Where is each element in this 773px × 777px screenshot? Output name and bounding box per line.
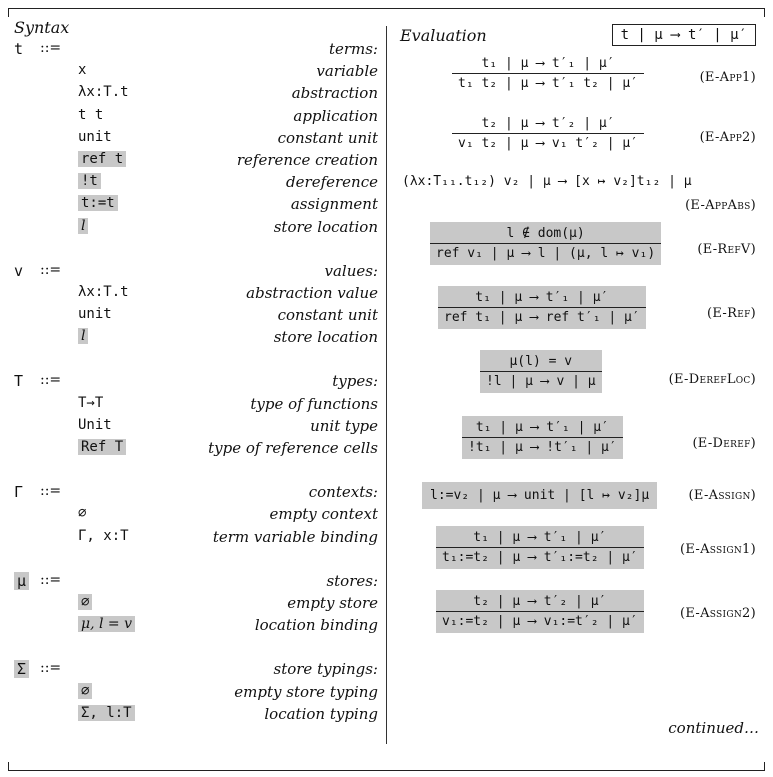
judgement-form-box: t | μ ⟶ t′ | μ′ (612, 24, 756, 46)
description: type of functions (250, 394, 378, 413)
conclusion: v₁:=t₂ | μ ⟶ v₁:=t′₂ | μ′ (436, 611, 644, 629)
grammar-row (14, 84, 378, 106)
grammar-row (14, 195, 378, 217)
defines: ::= (40, 261, 62, 278)
conclusion: v₁ t₂ | μ ⟶ v₁ t′₂ | μ′ (452, 133, 644, 151)
description: abstraction value (246, 283, 378, 302)
nonterminal-highlighted: μ (14, 572, 29, 590)
rule-name: (E-Assign1) (679, 542, 756, 557)
inference-rule-highlighted (430, 222, 661, 265)
continued-note: continued… (668, 719, 759, 737)
premise: t₁ | μ ⟶ t′₁ | μ′ (475, 420, 609, 435)
form: Γ, x:T (78, 527, 129, 544)
form-highlighted: Σ, l:T (78, 705, 135, 721)
conclusion: !l | μ ⟶ v | μ (480, 371, 602, 389)
grammar-row (14, 284, 378, 306)
conclusion: ref t₁ | μ ⟶ ref t′₁ | μ′ (438, 307, 646, 325)
grammar-row (14, 129, 378, 151)
rule-name: (E-Assign) (688, 488, 756, 503)
description: abstraction (291, 84, 378, 103)
rule-name: (E-AppAbs) (685, 198, 756, 213)
grammar-row (14, 107, 378, 129)
premise: t₂ | μ ⟶ t′₂ | μ′ (481, 116, 615, 131)
defines: ::= (40, 571, 62, 588)
description: assignment (290, 195, 378, 214)
description: dereference (286, 173, 378, 192)
inference-rule-highlighted (480, 350, 602, 393)
rule-name: (E-Ref) (707, 306, 756, 321)
description: unit type (310, 416, 378, 435)
grammar-header-stores (14, 572, 378, 594)
form-highlighted: ∅ (78, 683, 92, 699)
description: empty context (269, 505, 378, 524)
inference-rule-highlighted (462, 416, 623, 459)
form: t t (78, 106, 104, 123)
form: λx:T.t (78, 283, 129, 300)
rule-name: (E-RefV) (697, 242, 756, 257)
grammar-row (14, 306, 378, 328)
inference-rule (452, 56, 644, 91)
form-highlighted: t:=t (78, 195, 118, 211)
nonterminal: Γ (14, 483, 24, 502)
category-label: terms: (328, 40, 378, 58)
conclusion: !t₁ | μ ⟶ !t′₁ | μ′ (462, 437, 623, 455)
description: reference creation (236, 150, 378, 169)
grammar-header-values (14, 262, 378, 284)
form: unit (78, 306, 112, 323)
grammar-header-terms (14, 40, 378, 62)
syntax-heading: Syntax (14, 18, 70, 37)
category-label: types: (332, 372, 378, 391)
description: location binding (254, 616, 378, 635)
grammar-row (14, 528, 378, 550)
category-label: stores: (326, 571, 378, 590)
rule-name: (E-Assign2) (679, 606, 756, 621)
rule-name: (E-DerefLoc) (668, 372, 756, 387)
premise: l ∉ dom(μ) (506, 226, 585, 241)
nonterminal-highlighted: Σ (14, 660, 29, 678)
nonterminal: t (14, 40, 24, 58)
description: store location (273, 328, 378, 347)
form: Unit (78, 416, 112, 433)
category-label: values: (324, 261, 378, 280)
inference-rule-highlighted (436, 590, 644, 633)
form-highlighted: ∅ (78, 594, 92, 610)
conclusion: t₁:=t₂ | μ ⟶ t′₁:=t₂ | μ′ (436, 547, 644, 565)
defines: ::= (40, 372, 62, 389)
grammar-row (14, 151, 378, 173)
axiom: (λx:T₁₁.t₁₂) v₂ | μ ⟶ [x ↦ v₂]t₁₂ | μ (402, 174, 692, 189)
description: location typing (264, 704, 378, 723)
grammar-row (14, 218, 378, 240)
inference-rule-highlighted (438, 286, 646, 329)
inference-rule-highlighted (436, 526, 644, 569)
category-label: store typings: (273, 660, 378, 679)
grammar-row (14, 683, 378, 705)
form-highlighted: ref t (78, 151, 126, 167)
grammar-row (14, 395, 378, 417)
premise: t₁ | μ ⟶ t′₁ | μ′ (473, 530, 607, 545)
description: variable (316, 62, 378, 81)
frame-bottom (8, 762, 765, 771)
defines: ::= (40, 483, 62, 500)
category-label: contexts: (308, 483, 378, 502)
form-highlighted: l (78, 328, 88, 344)
axiom-highlighted: l:=v₂ | μ ⟶ unit | [l ↦ v₂]μ (422, 482, 657, 509)
grammar-row (14, 505, 378, 527)
inference-rule (452, 116, 644, 151)
grammar-row (14, 417, 378, 439)
nonterminal: v (14, 261, 24, 280)
form: x (78, 62, 87, 79)
description: constant unit (277, 128, 378, 147)
nonterminal: T (14, 372, 24, 391)
frame-top (8, 8, 765, 17)
grammar-header-store-typings (14, 660, 378, 682)
form: ∅ (78, 505, 87, 522)
form: unit (78, 128, 112, 145)
defines: ::= (40, 660, 62, 677)
grammar-header-contexts (14, 483, 378, 505)
rule-name: (E-Deref) (692, 436, 756, 451)
rule-name: (E-App2) (699, 130, 756, 145)
grammar-header-types (14, 372, 378, 394)
premise: t₂ | μ ⟶ t′₂ | μ′ (473, 594, 607, 609)
grammar-row (14, 439, 378, 461)
rule-name: (E-App1) (699, 70, 756, 85)
grammar-row (14, 616, 378, 638)
column-divider (386, 26, 387, 744)
conclusion: ref v₁ | μ ⟶ l | (μ, l ↦ v₁) (430, 243, 661, 261)
form-highlighted: l (78, 218, 88, 234)
form: λx:T.t (78, 84, 129, 101)
defines: ::= (40, 40, 62, 56)
premise: μ(l) = v (509, 354, 573, 369)
description: empty store typing (234, 682, 378, 701)
form-highlighted: μ, l = v (78, 616, 135, 632)
description: application (293, 106, 378, 125)
form-highlighted: !t (78, 173, 101, 189)
grammar-row (14, 705, 378, 727)
description: term variable binding (212, 527, 378, 546)
conclusion: t₁ t₂ | μ ⟶ t′₁ t₂ | μ′ (452, 73, 644, 91)
description: constant unit (277, 306, 378, 325)
form-highlighted: Ref T (78, 439, 126, 455)
premise: t₁ | μ ⟶ t′₁ | μ′ (481, 56, 615, 71)
grammar-row (14, 173, 378, 195)
evaluation-heading: Evaluation (400, 26, 487, 45)
syntax-column (14, 18, 378, 727)
premise: t₁ | μ ⟶ t′₁ | μ′ (475, 290, 609, 305)
description: type of reference cells (208, 439, 378, 457)
description: store location (273, 217, 378, 236)
form: T→T (78, 394, 104, 411)
grammar-row (14, 328, 378, 350)
grammar-row (14, 594, 378, 616)
description: empty store (287, 593, 378, 612)
grammar-row (14, 62, 378, 84)
